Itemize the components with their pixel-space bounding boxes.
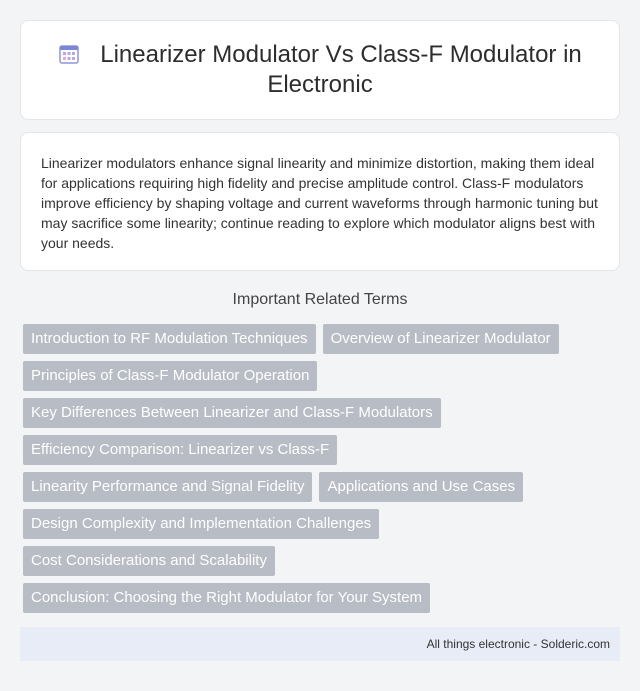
- calendar-grid-icon: [58, 43, 80, 65]
- term-tag[interactable]: Applications and Use Cases: [319, 472, 523, 502]
- term-tag[interactable]: Principles of Class-F Modulator Operation: [23, 361, 317, 391]
- term-tag[interactable]: Efficiency Comparison: Linearizer vs Class-F: [23, 435, 337, 465]
- title-card: [20, 20, 620, 120]
- footer: [20, 627, 620, 661]
- term-tag[interactable]: Conclusion: Choosing the Right Modulator for Your System: [23, 583, 430, 613]
- term-tag[interactable]: Introduction to RF Modulation Techniques: [23, 324, 316, 354]
- term-tag[interactable]: Linearity Performance and Signal Fidelity: [23, 472, 312, 502]
- related-terms-list: [23, 324, 623, 613]
- intro-paragraph: Linearizer modulators enhance signal linearity and minimize distortion, making them ideal for applications requiring high fidelity and precise amplitude control. Class-F modulators improve efficiency by shaping voltage and current waveforms through harmonic tuning but may sacrifice some linearity; continue reading to explore which modulator aligns best with your needs.: [41, 155, 598, 251]
- related-terms-heading: Important Related Terms: [232, 291, 408, 308]
- page-title-wrap: [41, 40, 599, 100]
- term-tag[interactable]: Design Complexity and Implementation Challenges: [23, 509, 379, 539]
- page-title: Linearizer Modulator Vs Class-F Modulator in Electronic: [100, 41, 582, 98]
- footer-text: All things electronic - Solderic.com: [426, 637, 610, 651]
- term-tag[interactable]: Cost Considerations and Scalability: [23, 546, 275, 576]
- intro-card: [20, 132, 620, 271]
- term-tag[interactable]: Key Differences Between Linearizer and Class-F Modulators: [23, 398, 441, 428]
- term-tag[interactable]: Overview of Linearizer Modulator: [323, 324, 559, 354]
